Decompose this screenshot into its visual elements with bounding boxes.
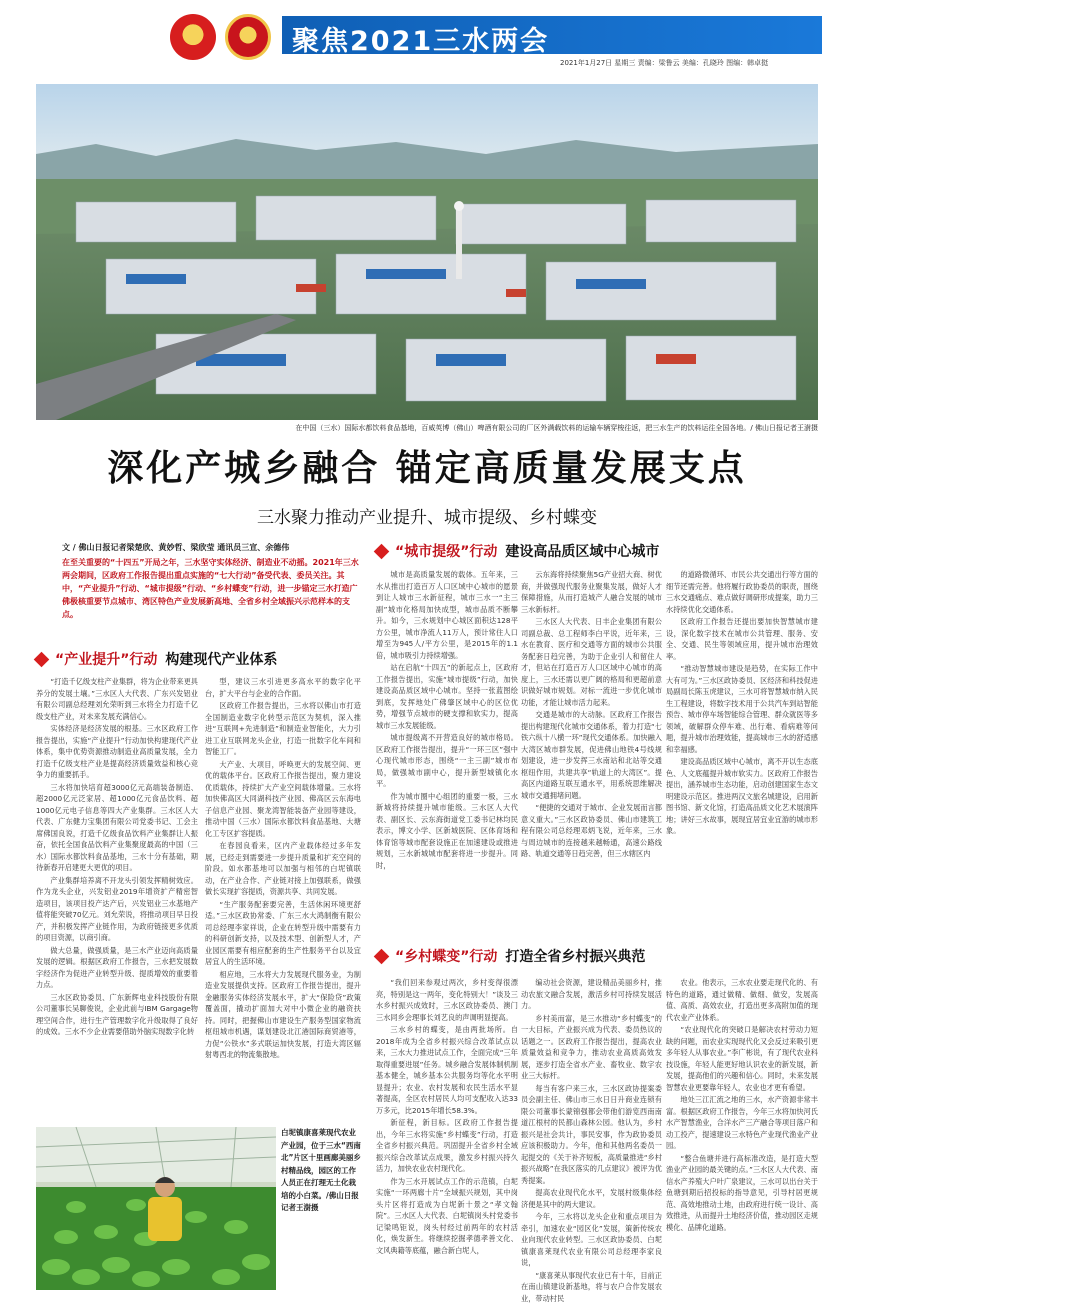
byline: 文 / 佛山日报记者梁楚欣、黄妙哲、梁欣莹 通讯员三宣、余德伟 bbox=[62, 542, 289, 553]
paragraph: 三水乡村的蝶变，是由两批场所。自2018年成为全省乡村振兴综合改革试点以来，三水大力推进试点工作，全面完成“三年取得重要进展”任务。城乡融合发展体制机制基本健全，城乡基本公共服务均等化水平明显提升；农业、农村发展和农民生活水平显著提高，全区农村居民人均可支配收入达33万多元，比2015年增长58.3%。 bbox=[376, 1024, 518, 1116]
paragraph: “生产服务配套要完善，生活休闲环境更舒适。”三水区政协常委、广东三水大鸿制衡有限公司总经理李家祥说，企业在转型升级中需要有力的科研创新支持，以及技术型、创新型人才，产业园区需要有相应配套的生产性服务平台以及宜居宜人的生活环境。 bbox=[205, 899, 361, 968]
section-city-title: 建设高品质区域中心城市 bbox=[505, 541, 659, 561]
paragraph: “推动智慧城市建设是趋势，在实际工作中大有可为。”三水区政协委员、区经济和科技促进局副局长陈玉虎建议，三水可将智慧城市纳入民生工程建设，将数字技术用于公共汽车到站智能预告、城市停车场智能综合管理、群众就医等多领域，破解群众停车难、出行难、看病难等问题，提升城市治理效能，提高城市三水的舒适感和幸福感。 bbox=[666, 663, 818, 755]
diamond-icon bbox=[374, 948, 390, 964]
headline: 深化产城乡融合 锚定高质量发展支点 bbox=[36, 440, 818, 491]
paragraph: 云东海将持续聚焦5G产业招大商、树优商，并做强现代服务业聚集发展，做好人才保障措施，从而打造城产人融合发展的城市三水新标杆。 bbox=[521, 569, 662, 615]
masthead bbox=[0, 0, 828, 76]
paragraph: 区政府工作报告提出，三水将以佛山市打造全国制造业数字化转型示范区为契机，深入推进“互联网+先进制造”和制造业智能化，大力引进工业互联网龙头企业，打造一批数字化车间和智能工厂。 bbox=[205, 700, 361, 758]
article-column-1 bbox=[36, 676, 198, 1122]
paragraph: “整合鱼塘并进行高标准改造，是打造大型渔业产业园的最关键的点。”三水区人大代表、南信水产养殖大户叶广泉建议，三水可以出台关于鱼塘到期后招投标的指导意见，引导村居更规范、高效地推动土地，由政府进行统一设计、高效推进，从而提升土地经济价值，推动园区走规模化、品牌化道路。 bbox=[666, 1153, 818, 1234]
paragraph: 城市提级离不开营造良好的城市格局。区政府工作报告提出，提升“一环三区”强中心现代城市形态，围绕“一主三副”城市布局，做强城市副中心，提升新型城镇化水平。 bbox=[376, 732, 518, 790]
greenhouse-caption: 白坭镇康喜莱现代农业产业园，位于三水“西南北”片区十里画廊美丽乡村精品线，园区的工作人员正在打理无土化栽培的小白菜。/佛山日报记者王澍摄 bbox=[281, 1127, 361, 1215]
paragraph: “我们回来参观过两次，乡村变得很漂亮，特别是这一两年，变化特别大！”谈及三水乡村振兴成效时，三水区政协委员、澳门三水同乡会理事长刘艺良的声调明显提高。 bbox=[376, 977, 518, 1023]
article-column-3 bbox=[376, 569, 518, 939]
diamond-icon bbox=[34, 651, 50, 667]
paragraph: 提高农业现代化水平，发展村级集体经济便是其中的两大建议。 bbox=[521, 1187, 662, 1210]
paragraph: 作为三水开展试点工作的示范镇，白坭实施“一环两廊十片”全域振兴规划，其中岗头片区将打造成为白坭新十景之“孝文翰院”。三水区人大代表、白坭镇岗头村党委书记梁鸣钜说，岗头村经过前两年的农村活化，焕发新生。将继续挖掘孝德孝善文化、文风典籍等底蕴，融合新白坭人， bbox=[376, 1176, 518, 1257]
greenhouse-photo bbox=[36, 1127, 276, 1290]
paragraph: 大产业、大项目，呼唤更大的发展空间、更优的载体平台。区政府工作报告提出，聚力建设优质载体，持续扩大产业空间载体增量。三水将加快佛高区大同湖科技产业园、佛高区云东海电子信息产业园、聚龙湾智能装备产业园等建设，推动中国（三水）国际水都饮料食品基地、大塘化工专区扩容提质。 bbox=[205, 759, 361, 840]
paragraph: 今年，三水将以龙头企业和重点项目为牵引，加速农业“园区化”发展，策新传统农业向现代农业转型。三水区政协委员、白坭镇康喜莱现代农业有限公司总经理李家良说， bbox=[521, 1211, 662, 1269]
paragraph: “康喜莱从事现代农业已有十年，目前正在南山镇建设新基地，将与农户合作发展农业，带动村民 bbox=[521, 1270, 662, 1304]
paragraph: 编动社会资源，建设精品美丽乡村，推动农旅文融合发展，激活乡村可持续发展活力。 bbox=[521, 977, 662, 1012]
date-editor-line: 2021年1月27日 星期三 责编：梁鲁云 美编：孔晓玲 图编：韩卓挺 bbox=[560, 58, 768, 68]
lead-paragraph: 在至关重要的“十四五”开局之年，三水坚守实体经济、制造业不动摇。2021年三水两会期间，区政府工作报告提出重点实施的“七大行动”备受代表、委员关注。其中，“产业提升”行动、“城市提级”行动、“乡村蝶变”行动，进一步锚定三水打造广佛极核重要节点城市、湾区特色产业发展新高地、全省乡村全域振兴示范样本的支点。 bbox=[62, 556, 360, 621]
page-number: A07 bbox=[1040, 24, 1075, 43]
paragraph: “便捷的交通对于城市、企业发展而言都意义重大。”三水区政协委员、佛山市建筑工程有限公司总经理邓炳飞说，近年来，三水与周边城市的连接越来越畅通，高速公路线路、轨道交通等日趋完善，但三水辖区内 bbox=[521, 802, 662, 860]
paragraph: 建设高品质区域中心城市，离不开以生态底色、人文底蕴提升城市软实力。区政府工作报告提出，涵养城市生态功能，启动创建国家生态文明建设示范区。推进两汉文旅名城建设，启用新图书馆、新文化馆，打造高品质文化艺术展演阵地；讲好三水故事，展现宜居宜业宜游的城市形象。 bbox=[666, 756, 818, 837]
paragraph: 农业。他表示，三水农业要走现代化的、有特色的道路，通过做精、做细、做安，发展高值、高质、高效农业，打造出更多高附加值的现代农业产业体系。 bbox=[666, 977, 818, 1023]
paragraph: 每当有客户来三水，三水区政协提案委员会副主任、佛山市三水日日升商业连锁有限公司董事长蒙锦强都会带他们游览西南南道江根村的民都山森林公园。他认为，乡村振兴是社会共计，事民安事，作为政协委员应该积极助力。今年，他和其他两名委员一起提交的《关于补齐短板，高质量推进“乡村振兴战略”在我区落实的几点建议》被评为优秀提案。 bbox=[521, 1083, 662, 1187]
page-title: 聚焦2021三水两会 bbox=[292, 19, 549, 58]
title-band bbox=[282, 16, 822, 54]
paragraph: 三水区政协委员、广东新辉电业科技股份有限公司董事长吴聊俊说，企业此前与IBM Gargage物理空间合作，进行生产管理数字化升级取得了良好的成效。三水不少企业需要借助外脑实现数字化转 bbox=[36, 992, 198, 1038]
section-industry-heading bbox=[36, 649, 277, 669]
paragraph: 相应地，三水将大力发展现代服务业，为制造业发展提供支持。区政府工作报告提出，提升金融服务实体经济发展水平，扩大“保险贷”政策覆盖面，撬动扩面加大对中小微企业的融资扶持。同时，把握佛山市建设生产服务型国家物流枢纽城市机遇，谋划建设北江港国际商贸港等，力促“公铁水”多式联运加快发展，打造大湾区辐射粤西北的物流集散地。 bbox=[205, 969, 361, 1061]
section-industry-quote: “产业提升”行动 bbox=[55, 649, 157, 669]
paragraph: 在春园良看来，区内产业载体经过多年发展，已经走到需要进一步提升质量和扩充空间的阶段。如水都基地可以加强与相邻的白坭镇联动，在产业合作、产业链对接上加强联系，做强做长实现扩容提质，资源共享、共同发展。 bbox=[205, 840, 361, 898]
paragraph: 区政府工作报告还提出要加快智慧城市建设，深化数字技术在城市公共管理、服务、安全、交通、民生等领域应用，提升城市治理效率。 bbox=[666, 616, 818, 662]
paragraph: 的道路微循环、市民公共交通出行等方面的细节还需完善。他将履行政协委员的职责，围绕三水交通痛点、难点做好调研形成提案，助力三水持续优化交通体系。 bbox=[666, 569, 818, 615]
paragraph: 型，建议三水引进更多高水平的数字化平台，扩大平台与企业的合作面。 bbox=[205, 676, 361, 699]
national-emblem-icon bbox=[170, 14, 216, 60]
article-column-4 bbox=[521, 569, 662, 939]
diamond-icon bbox=[374, 543, 390, 559]
article-column-7 bbox=[521, 977, 662, 1290]
section-city-heading bbox=[376, 541, 659, 561]
paragraph: 地处三江汇流之地的三水，水产资源非常丰富。根据区政府工作报告，今年三水将加快河氏水产智慧渔业，合洋水产三产融合等项目落户和动工投产，提速建设三水特色产业现代渔业产业园。 bbox=[666, 1094, 818, 1152]
section-village-heading bbox=[376, 946, 645, 966]
article-column-8 bbox=[666, 977, 818, 1290]
party-emblem-icon bbox=[225, 14, 271, 60]
section-city-quote: “城市提级”行动 bbox=[395, 541, 497, 561]
paragraph: 站在启航“十四五”的新起点上，区政府工作报告提出，实施“城市提级”行动，加快建设高品质区域中心城市。坚持一张蓝图绘到底，发挥地处广佛肇区域中心的区位优势，增强节点城市的硬支撑和软实力，提高城市三水发展能级。 bbox=[376, 662, 518, 731]
paragraph: 做大总量，做强质量，是三水产业迈向高质量发展的逻辑。根据区政府工作报告，三水把发展数字经济作为促进产业转型升级、提质增效的重要着力点。 bbox=[36, 945, 198, 991]
newspaper-logo: 佛山日报 bbox=[962, 25, 976, 105]
paragraph: 三水将加快培育超3000亿元高端装备制造、超2000亿元泛家居、超1000亿元食品饮料、超1000亿元电子信息等四大产业集群。三水区人大代表、广东健力宝集团有限公司党委书记、工会主席佛国良说，打造千亿级食品饮料产业集群让人振奋，依托全国食品饮料产业集聚度最高的中国（三水）国际水都饮料食品基地，三水十分有基础，期待新春开启建更大更优的项目。 bbox=[36, 782, 198, 874]
section-village-quote: “乡村蝶变”行动 bbox=[395, 946, 497, 966]
paragraph: 产业集群培养离不开龙头引领发挥精树效应。作为龙头企业，兴发铝业2019年增资扩产精密智造项目，该项目投产达产后，兴发铝业三水基地产值将能突破70亿元。刘允荣说，将推动项目早日投产，并积极发挥产业链作用，为政府链接更多优质的项目资源，以商引商。 bbox=[36, 875, 198, 944]
hero-caption: 在中国（三水）国际水都饮料食品基地，百威英博（佛山）啤酒有限公司的厂区外满载饮料的运输车辆穿梭往返，把三水生产的饮料运往全国各地。/ 佛山日报记者王澍摄 bbox=[210, 423, 818, 433]
paragraph: 乡村美而富，是三水推动“乡村蝶变”的一大目标，产业振兴成为代表、委员热议的话题之一。区政府工作报告提出，提高农业质量效益和竞争力，推动农业高质高效发展，逐步打造全省水产业、畜牧业、数字农业三大标杆。 bbox=[521, 1013, 662, 1082]
hero-photo bbox=[36, 84, 818, 420]
paragraph: 作为城市圈中心组团的重要一极，三水新城将持续提升城市能级。三水区人大代表、副区长、云东海街道党工委书记林均民表示，博文小学、区新城医院、区体育场和体育馆等城市配套设施正在加速建设或推进规划，三水新城城市配套将进一步提升。同时， bbox=[376, 791, 518, 872]
paragraph: “打造千亿级支柱产业集群，将为企业带来更具养分的发展土壤。”三水区人大代表、广东兴发铝业有限公司副总经理刘允荣听到三水将全力打造千亿级支柱产业，对未来发展充满信心。 bbox=[36, 676, 198, 722]
section-industry-title: 构建现代产业体系 bbox=[165, 649, 277, 669]
article-column-6 bbox=[376, 977, 518, 1290]
paragraph: 交通是城市的大动脉。区政府工作报告提出构建现代化城市交通体系，着力打造“七铁六纵十八横一环”现代交通体系。加快融入大湾区城市群发展，促进佛山地铁4号线规划建设，进一步发挥三水南站和北站等交通枢纽作用，共建共享“轨道上的大湾区”。提高区内道路互联互通水平，用系统思维解决城市交通拥堵问题。 bbox=[521, 709, 662, 801]
paragraph: 实体经济是经济发展的根基。三水区政府工作报告提出，实施“产业提升”行动加快构建现代产业体系，集中优势资源推动制造业高质量发展，全力打造千亿级支柱产业是提高经济质量效益和核心竞争力的重要抓手。 bbox=[36, 723, 198, 781]
article-column-2 bbox=[205, 676, 361, 1122]
article-column-5 bbox=[666, 569, 818, 939]
paragraph: 城市是高质量发展的载体。五年来，三水从推出打造百万人口区域中心城市的愿景到让人城市三水新征程，城市三水一“主三副”城市化格局加快成型，城市品质不断攀升。如今，三水规划中心城区面积达128平方公里，城市净流人11万人，预计常住人口增至为945人/平方公里，是2015年的1.1倍，城市吸引力持续增强。 bbox=[376, 569, 518, 661]
section-village-title: 打造全省乡村振兴典范 bbox=[505, 946, 645, 966]
paragraph: 新征程，新目标。区政府工作报告提出，今年三水将实施“乡村蝶变”行动，打造全省乡村振兴典范。巩固提升全省乡村全域振兴综合改革试点成果，激发乡村振兴持久活力，加快农业农村现代化。 bbox=[376, 1117, 518, 1175]
paragraph: “农业现代化的突破口是解决农村劳动力短缺的问题，而农业实现现代化又会反过来吸引更多年轻人从事农业。”李广彬说，有了现代农业科技设施，年轻人能更好地认识农业的新发展，新发展，提高他们的兴趣和信心。同时，未来发展智慧农业更要靠年轻人，农业也才更有希望。 bbox=[666, 1024, 818, 1093]
paragraph: 三水区人大代表、日丰企业集团有限公司副总裁、总工程师李白平说，近年来，三水在教育、医疗和交通等方面的城市公共服务配套日趋完善，为助于企业引人和留住人才，但站在打造百万人口区域中心城市的高度上，三水还需以更广阔的格局和更超前意识做好城市规划。对标一流进一步优化城市功能，才能让城市活力起来。 bbox=[521, 616, 662, 708]
subheadline: 三水聚力推动产业提升、城市提级、乡村蝶变 bbox=[36, 503, 818, 528]
